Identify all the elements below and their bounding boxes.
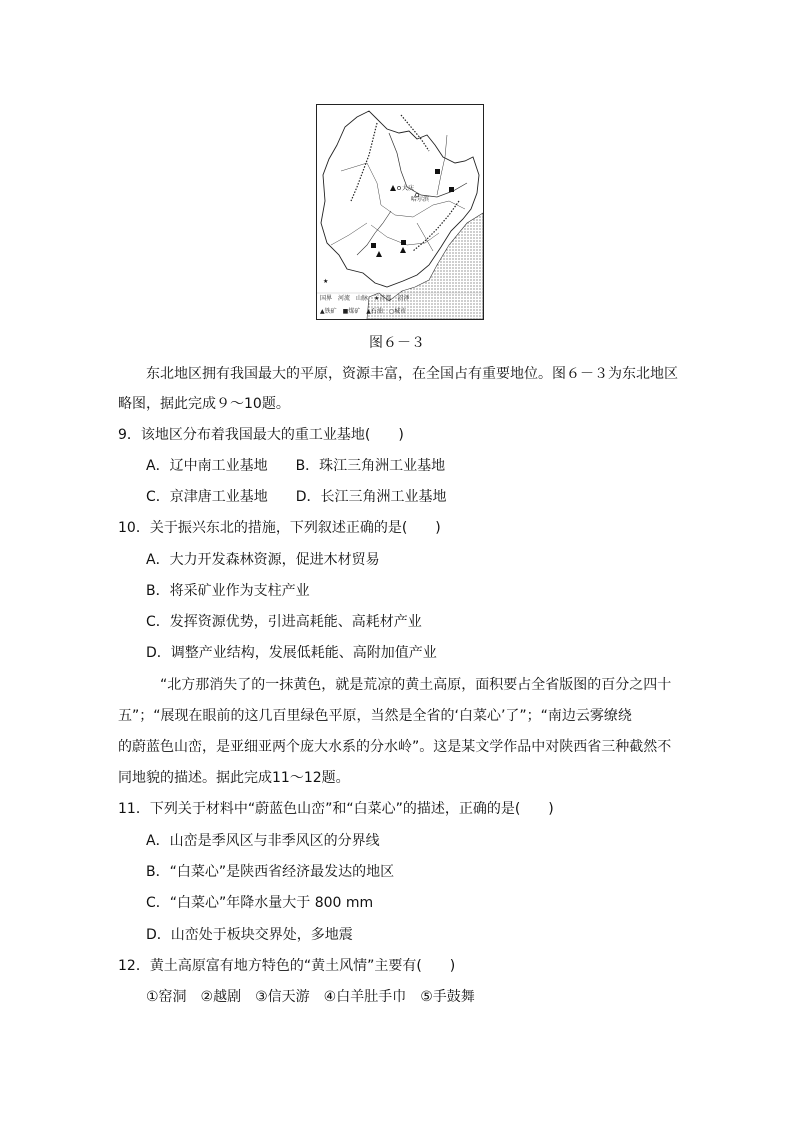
map-label-daqing: 大庆 [402, 185, 415, 192]
city-marker [397, 186, 400, 189]
oil-marker [390, 185, 396, 191]
q9-options-row2: C．京津唐工业基地 D．长江三角洲工业基地 [146, 489, 447, 505]
q10-option-b: B．将采矿业作为支柱产业 [146, 583, 310, 599]
q11-option-b: B．“白菜心”是陕西省经济最发达的地区 [146, 864, 395, 880]
intro2-line1: “北方那消失了的一抹黄色，就是荒凉的黄土高原，面积要占全省版图的百分之四十 [160, 677, 672, 693]
province-border [331, 223, 367, 245]
q12-options: ①窑洞 ②越剧 ③信天游 ④白羊肚手巾 ⑤手鼓舞 [146, 989, 475, 1005]
mountain-range [351, 123, 377, 201]
q9-stem: 9．该地区分布着我国最大的重工业基地( ) [118, 427, 404, 443]
map-legend-row-2: ▲铁矿 ■煤矿 ▲石油 ○城市 [320, 308, 407, 315]
sea-area [367, 213, 483, 319]
intro2-line4: 同地貌的描述。据此完成11～12题。 [118, 770, 350, 786]
q12-stem: 12．黄土高原富有地方特色的“黄土风情”主要有( ) [118, 958, 456, 974]
river [357, 211, 391, 255]
q11-stem: 11．下列关于材料中“蔚蓝色山峦”和“白菜心”的描述，正确的是( ) [118, 801, 554, 817]
q10-stem: 10．关于振兴东北的措施，下列叙述正确的是( ) [118, 520, 441, 536]
coal-mine-marker [371, 243, 376, 248]
iron-mine-marker [400, 247, 406, 253]
northeast-map [317, 105, 483, 319]
capital-star-icon: ★ [323, 278, 329, 285]
q11-option-d: D．山峦处于板块交界处，多地震 [146, 927, 353, 943]
q10-option-d: D．调整产业结构，发展低耗能、高附加值产业 [146, 645, 437, 661]
mountain-range [401, 115, 429, 151]
map-label-harbin: 哈尔滨 [411, 196, 430, 203]
q10-option-a: A．大力开发森林资源，促进木材贸易 [146, 552, 380, 568]
q9-options-row1: A．辽中南工业基地 B．珠江三角洲工业基地 [146, 458, 446, 474]
q10-option-c: C．发挥资源优势，引进高耗能、高耗材产业 [146, 614, 422, 630]
river [417, 223, 433, 251]
coal-mine-marker [401, 240, 406, 245]
river [437, 135, 447, 195]
intro2-line2: 五”；“展现在眼前的这几百里绿色平原，当然是全省的‘白菜心’了”；“南边云雾缭绕 [118, 708, 632, 724]
intro1-line2: 略图，据此完成９～10题。 [118, 396, 290, 412]
intro1-line1: 东北地区拥有我国最大的平原，资源丰富，在全国占有重要地位。图６－３为东北地区 [146, 366, 678, 382]
q11-option-a: A．山峦是季风区与非季风区的分界线 [146, 833, 380, 849]
figure-caption: 图６－３ [369, 335, 425, 351]
q11-option-c: C．“白菜心”年降水量大于 800 mm [146, 895, 374, 911]
coal-mine-marker [449, 187, 454, 192]
coal-mine-marker [435, 169, 440, 174]
iron-mine-marker [376, 251, 382, 257]
intro2-line3: 的蔚蓝色山峦，是亚细亚两个庞大水系的分水岭”。这是某文学作品中对陕西省三种截然不 [118, 739, 672, 755]
northeast-map-figure [316, 104, 484, 320]
map-legend-row-1: 国界 河流 山脉 ★首都 沼泽 [320, 295, 410, 302]
